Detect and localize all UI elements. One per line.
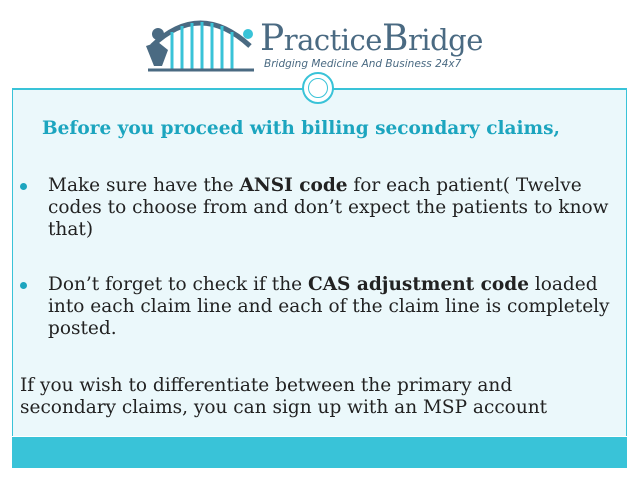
bullet-text: Make sure have the ANSI code for each patient( Twelve codes to choose from and don’t expect the patients to know that) [48,175,609,240]
brand-tagline: Bridging Medicine And Business 24x7 [264,58,462,70]
bullet-text: Don’t forget to check if the CAS adjustment code loaded into each claim line and each of the claim line is completely posted. [48,274,610,339]
bridge-logo-icon [138,6,262,80]
bullet-dot-icon [20,183,27,190]
divider-circle-ornament [302,72,334,104]
closing-paragraph: If you wish to differentiate between the primary and secondary claims, you can sign up with an MSP account [20,375,548,418]
brand-name: PracticeBridge [260,18,483,59]
bullet-item [20,175,610,241]
practicebridge-logo [138,6,483,80]
bullet-item [20,274,610,340]
bullet-dot-icon [20,282,27,289]
footer-bar [12,437,627,468]
slide-heading: Before you proceed with billing secondary claims, [42,118,560,139]
